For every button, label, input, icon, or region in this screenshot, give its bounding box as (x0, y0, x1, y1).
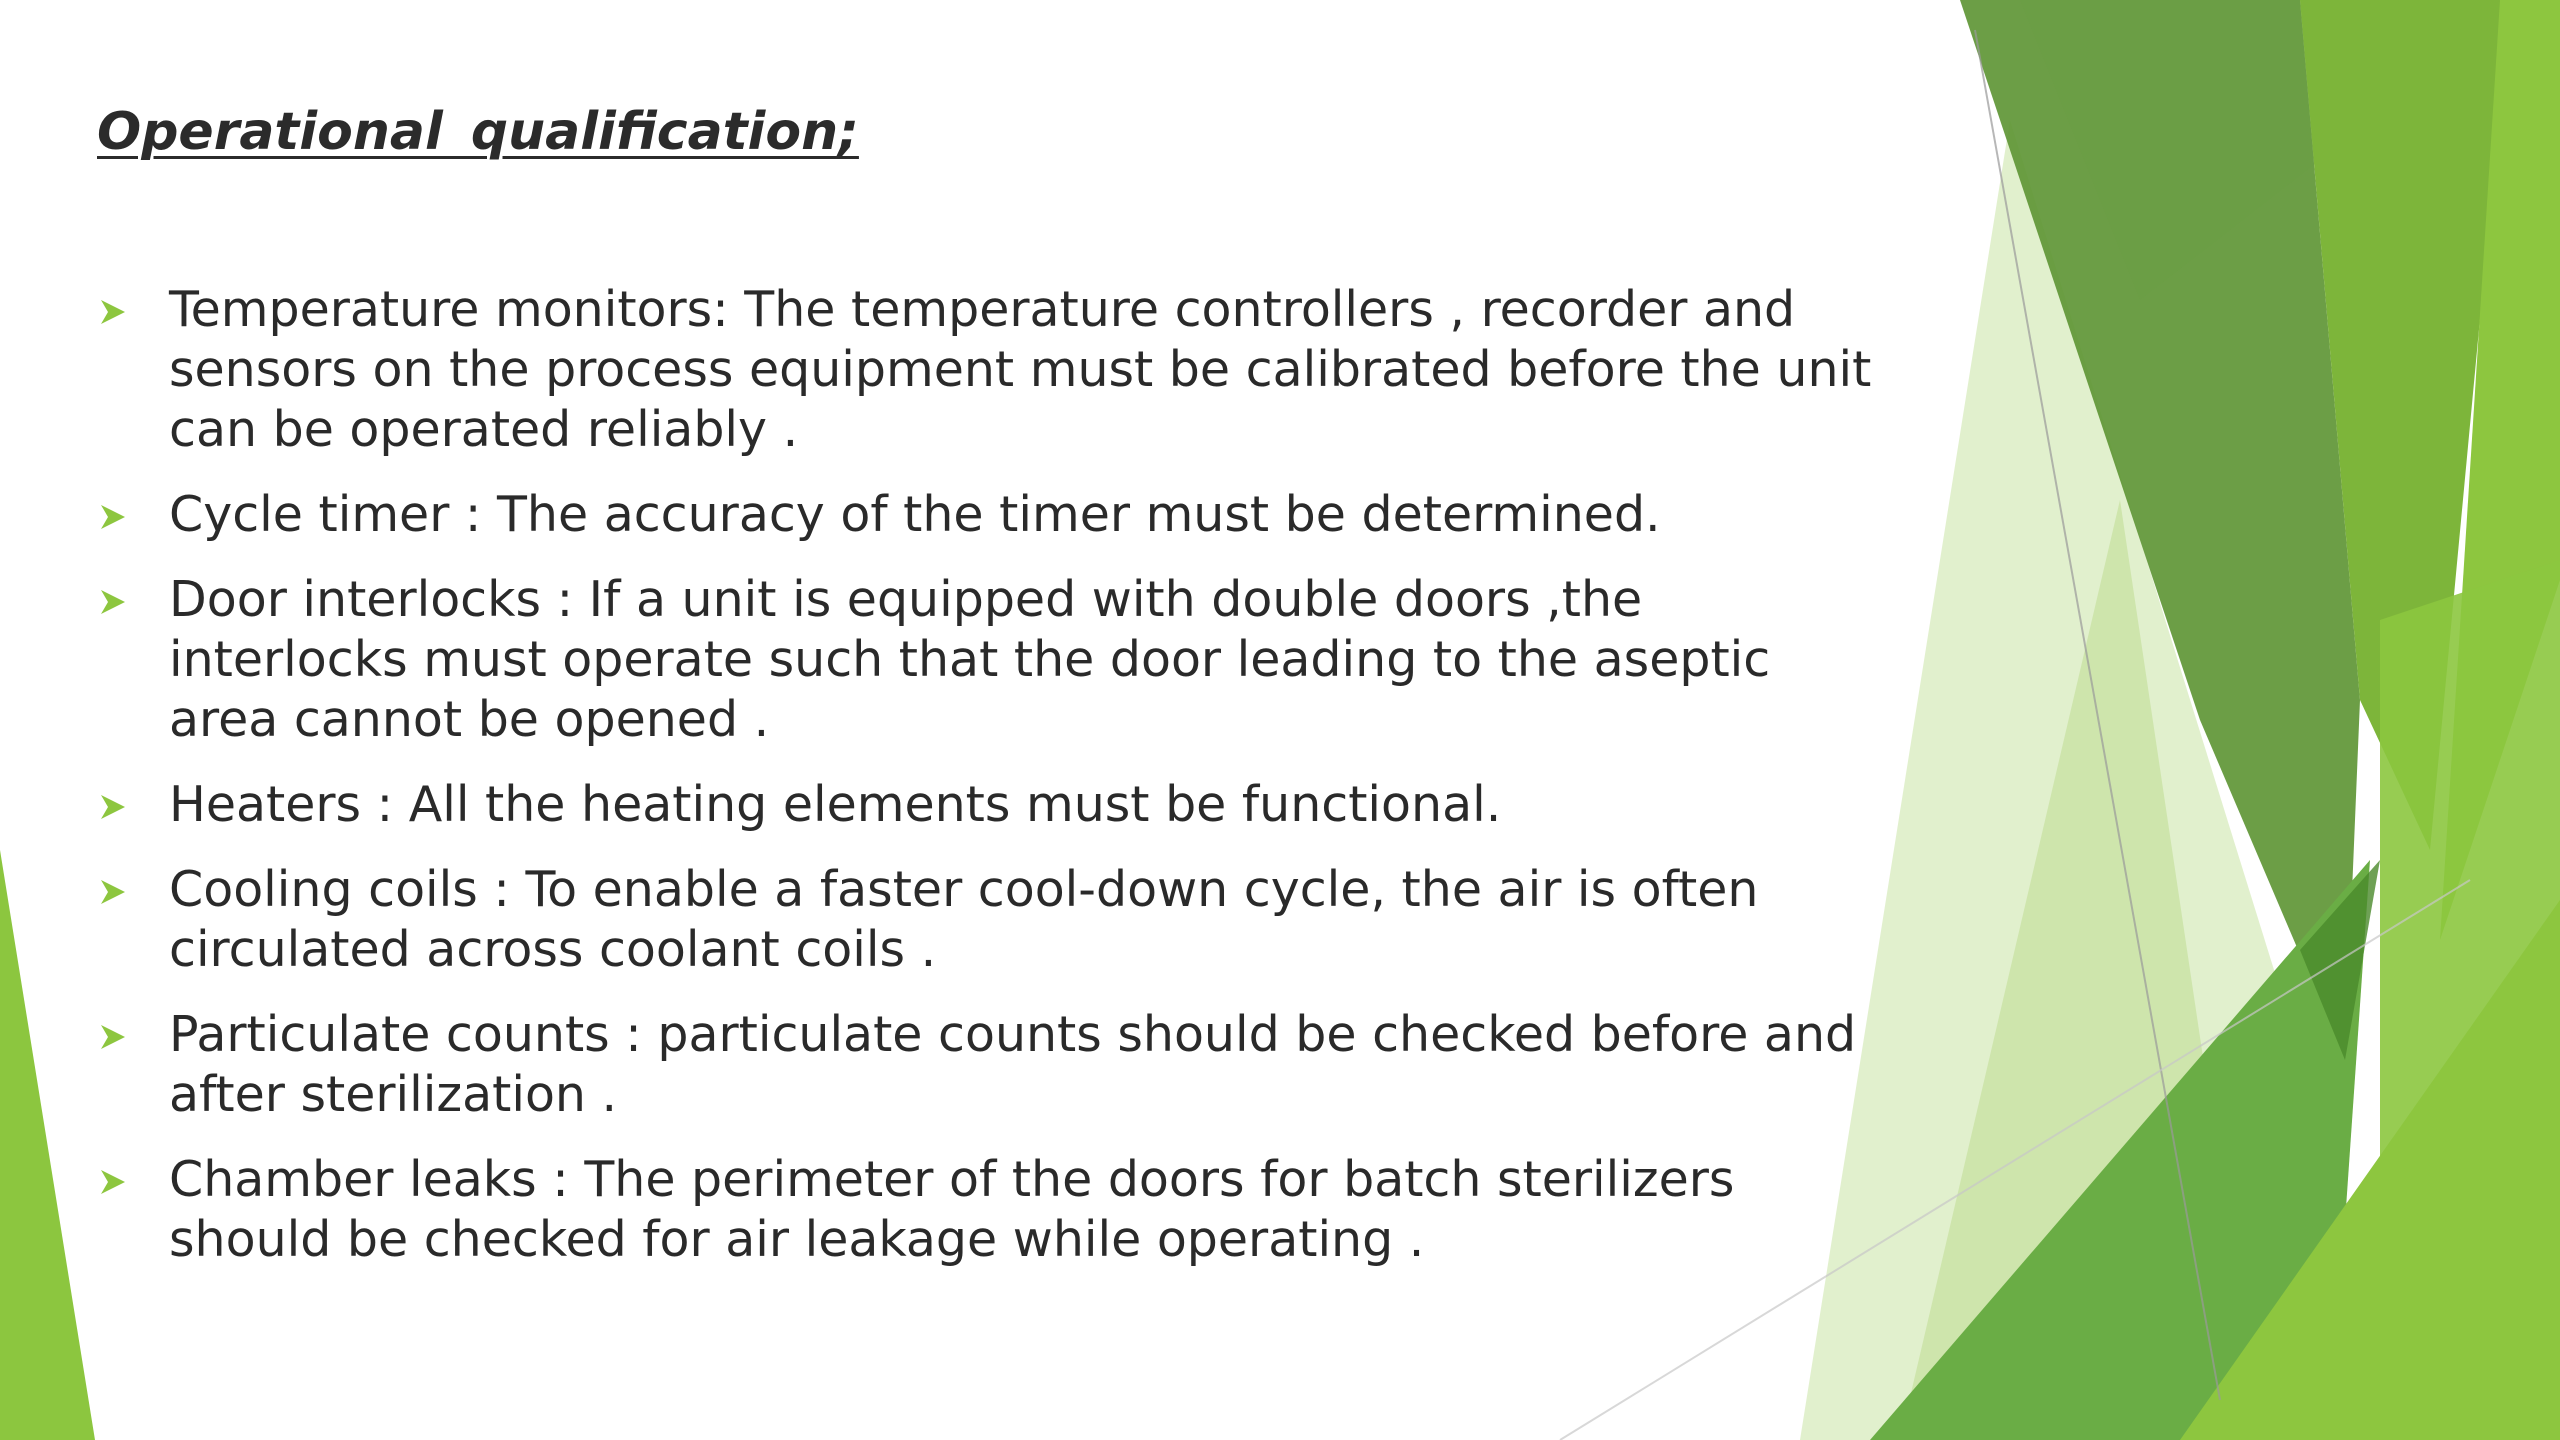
slide-title: Operational qualification; (97, 102, 859, 162)
bullet-text: Temperature monitors: The temperature controllers , recorder and sensors on the process equipment must be calibrated before the unit can be operated reliably . (169, 281, 1872, 458)
bullet-text: Cycle timer : The accuracy of the timer must be determined. (169, 486, 1661, 543)
bullet-text: Heaters : All the heating elements must be functional. (169, 776, 1502, 833)
bullet-item-chamber-leaks (97, 1150, 1887, 1270)
bullet-text: Chamber leaks : The perimeter of the doors for batch sterilizers should be checked for air leakage while operating . (169, 1151, 1735, 1268)
left-green-sliver (0, 850, 95, 1440)
bullet-item-cycle-timer (97, 485, 1887, 545)
arrowhead-bullet-icon (97, 501, 129, 533)
arrowhead-bullet-icon (97, 876, 129, 908)
bullet-item-heaters (97, 775, 1887, 835)
bullet-list (97, 280, 1887, 1295)
arrowhead-bullet-icon (97, 586, 129, 618)
arrowhead-bullet-icon (97, 1021, 129, 1053)
arrowhead-bullet-icon (97, 296, 129, 328)
bullet-item-temperature-monitors (97, 280, 1887, 460)
bullet-text: Cooling coils : To enable a faster cool-down cycle, the air is often circulated across coolant coils . (169, 861, 1759, 978)
bullet-item-door-interlocks (97, 570, 1887, 750)
bullet-item-particulate-counts (97, 1005, 1887, 1125)
arrowhead-bullet-icon (97, 1166, 129, 1198)
bullet-item-cooling-coils (97, 860, 1887, 980)
arrowhead-bullet-icon (97, 791, 129, 823)
bullet-text: Particulate counts : particulate counts should be checked before and after sterilization . (169, 1006, 1857, 1123)
bullet-text: Door interlocks : If a unit is equipped with double doors ,the interlocks must operate such that the door leading to the aseptic area cannot be opened . (169, 571, 1771, 748)
